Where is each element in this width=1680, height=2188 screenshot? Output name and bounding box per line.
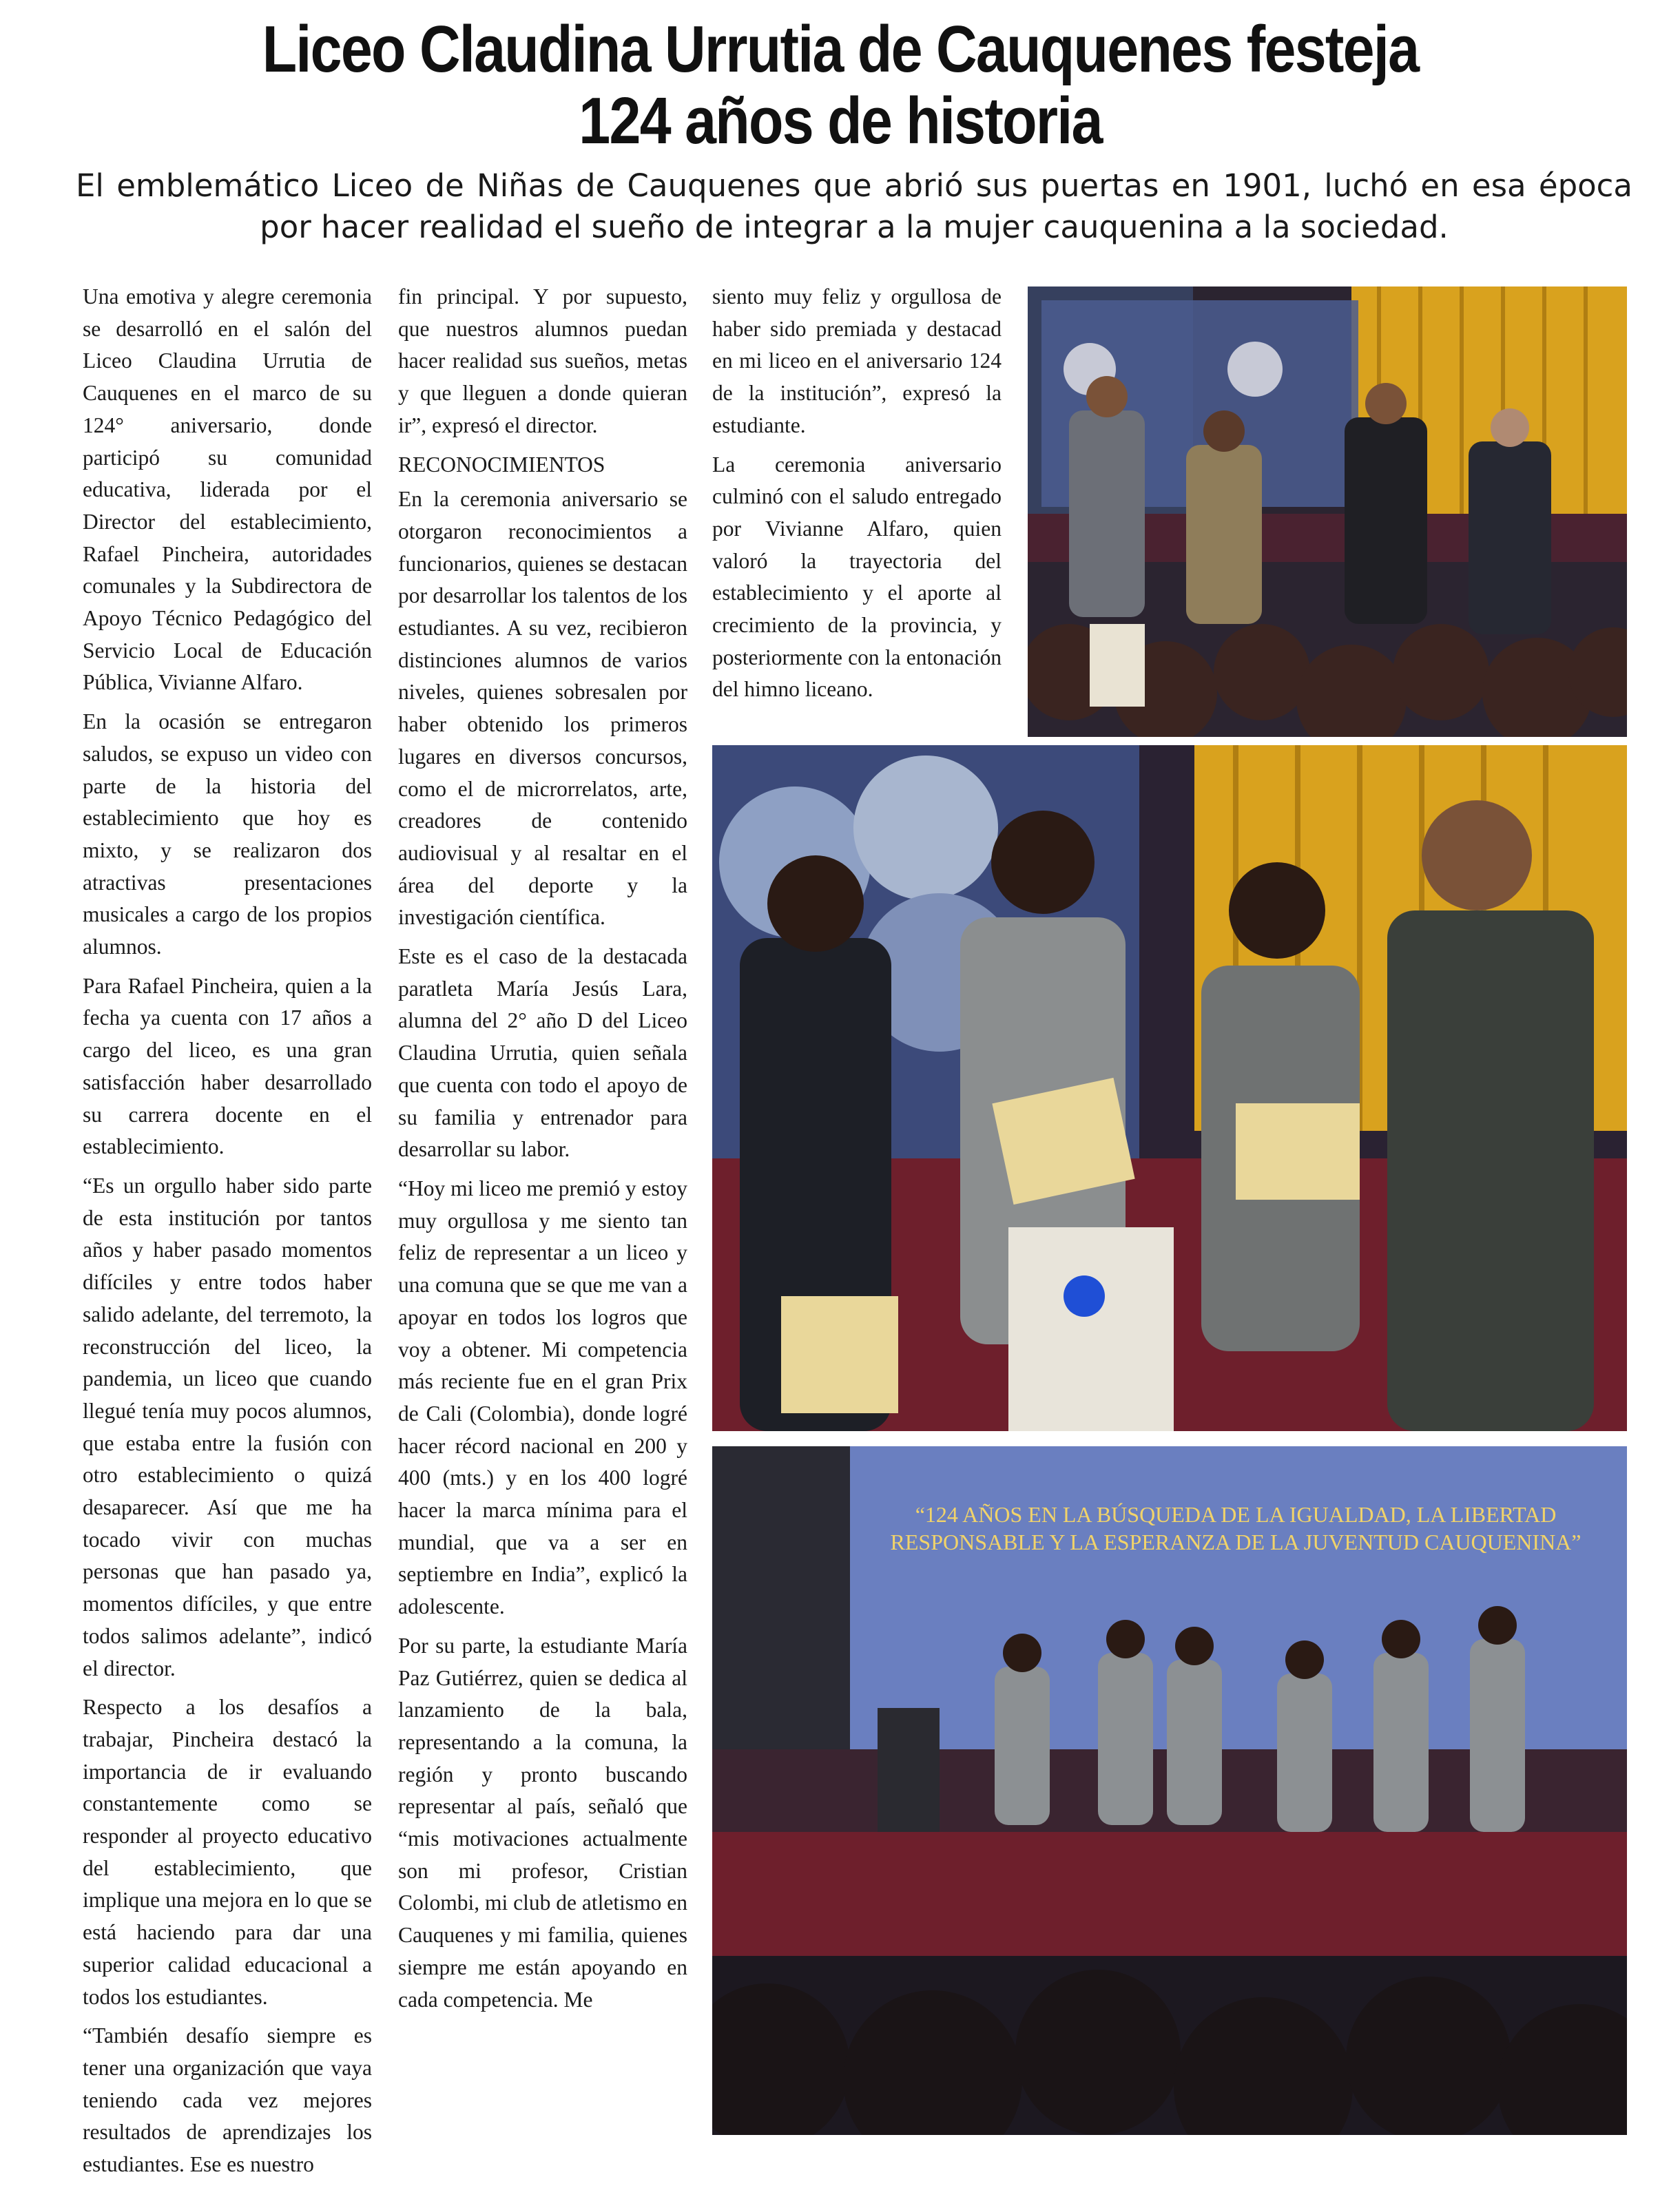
deck-subtitle: El emblemático Liceo de Niñas de Cauquenes que abrió sus puertas en 1901, luchó en esa época por hacer realidad el sueño de integrar a la mujer cauquenina a la sociedad. [76, 167, 1632, 245]
paragraph: Este es el caso de la destacada paratleta María Jesús Lara, alumna del 2° año D del Liceo Claudina Urrutia, quien señala que cuenta con todo el apoyo de su familia y entrenador para desarrollar su labor. [398, 944, 687, 1162]
paragraph: siento muy feliz y orgullosa de haber sido premiada y destacad en mi liceo en el aniversario 124 de la institución”, expresó la estudiante. [712, 284, 1002, 437]
article-column-3 [712, 281, 1002, 713]
blue-ribbon [1064, 1275, 1105, 1317]
gift-bag [1008, 1227, 1174, 1431]
banner-text-line-1: “124 AÑOS EN LA BÚSQUEDA DE LA IGUALDAD, LA LIBERTAD [915, 1502, 1557, 1527]
stage-floor [712, 1832, 1627, 1956]
diploma [1236, 1103, 1360, 1200]
paragraph: “Es un orgullo haber sido parte de esta institución por tantos años y haber pasado momentos difíciles y entre todos haber salido adelante, del terremoto, la reconstrucción del liceo, la pandemia, un liceo que cuando llegué tenía muy pocos alumnos, que estaba entre la fusión con otro establecimiento o quizá desaparecer. Así que me ha tocado vivir con muchas personas que han pasado ya, momentos difíciles, y que entre todos salimos adelante”, indicó el director. [83, 1173, 372, 1680]
diploma [781, 1296, 898, 1413]
paragraph: En la ceremonia aniversario se otorgaron reconocimientos a funcionarios, quienes se destacan por desarrollar los talentos de los estudiantes. A su vez, recibieron distinciones alumnos de varios niveles, quienes sobresalen por haber obtenido los primeros lugares en diversos concursos, como el de microrrelatos, arte, creadores de contenido audiovisual y al resaltar en el área del deporte y la investigación científica. [398, 487, 687, 930]
paragraph: Una emotiva y alegre ceremonia se desarrolló en el salón del Liceo Claudina Urrutia de Cauquenes en el marco de su 124° aniversario, donde participó su comunidad educativa, liderada por el Director del establecimiento, Rafael Pincheira, autoridades comunales y la Subdirectora de Apoyo Técnico Pedagógico del Servicio Local de Educación Pública, Vivianne Alfaro. [83, 284, 372, 695]
photo-musical-performance [712, 1446, 1627, 2135]
article-column-2 [398, 281, 687, 2023]
paragraph: “También desafío siempre es tener una organización que vaya teniendo cada vez mejores resultados de aprendizajes los estudiantes. Ese es nuestro [83, 2023, 372, 2177]
photo-award-students [712, 745, 1627, 1431]
paragraph: La ceremonia aniversario culminó con el saludo entregado por Vivianne Alfaro, quien valoró la trayectoria del establecimiento y el aporte al crecimiento de la provincia, y posteriormente con la entonación del himno liceano. [712, 452, 1002, 702]
headline [189, 14, 1492, 157]
gift-bag [1090, 624, 1145, 707]
photo-authorities-on-stage [1028, 286, 1627, 737]
paragraph: Respecto a los desafíos a trabajar, Pincheira destacó la importancia de ir evaluando constantemente como se responder al proyecto educativo del establecimiento, que implique una mejora en lo que se está haciendo para dar una superior calidad educacional a todos los estudiantes. [83, 1695, 372, 2009]
paragraph: Por su parte, la estudiante María Paz Gutiérrez, quien se dedica al lanzamiento de la bala, representando a la comuna, la región y pronto buscando representar al país, señaló que “mis motivaciones actualmente son mi profesor, Cristian Colombi, mi club de atletismo en Cauquenes y mi familia, quienes siempre me están apoyando en cada competencia. Me [398, 1633, 687, 2012]
paragraph: En la ocasión se entregaron saludos, se expuso un video con parte de la historia del establecimiento que hoy es mixto, y se realizaron dos atractivas presentaciones musicales a cargo de los propios alumnos. [83, 709, 372, 959]
article-column-1 [83, 281, 372, 2188]
headline-line-1: Liceo Claudina Urrutia de Cauquenes festeja [262, 12, 1419, 86]
banner-text-line-2: RESPONSABLE Y LA ESPERANZA DE LA JUVENTUD CAUQUENINA” [890, 1530, 1582, 1554]
section-subhead: RECONOCIMIENTOS [398, 452, 605, 477]
paragraph: Para Rafael Pincheira, quien a la fecha ya cuenta con 17 años a cargo del liceo, es una gran satisfacción haber desarrollado su carrera docente en el establecimiento. [83, 973, 372, 1159]
paragraph: “Hoy mi liceo me premió y estoy muy orgullosa y me siento tan feliz de representar a un liceo y una comuna que se que me van a apoyar en todos los logros que voy a obtener. Mi competencia más reciente fue en el gran Prix de Cali (Colombia), donde logré hacer récord nacional en 200 y 400 (mts.) y en los 400 logré hacer la marca mínima para el mundial, que va a ser en septiembre en India”, explicó la adolescente. [398, 1176, 687, 1619]
paragraph: fin principal. Y por supuesto, que nuestros alumnos puedan hacer realidad sus sueños, metas y que lleguen a donde quieran ir”, expresó el director. [398, 284, 687, 437]
headline-line-2: 124 años de historia [579, 84, 1102, 158]
